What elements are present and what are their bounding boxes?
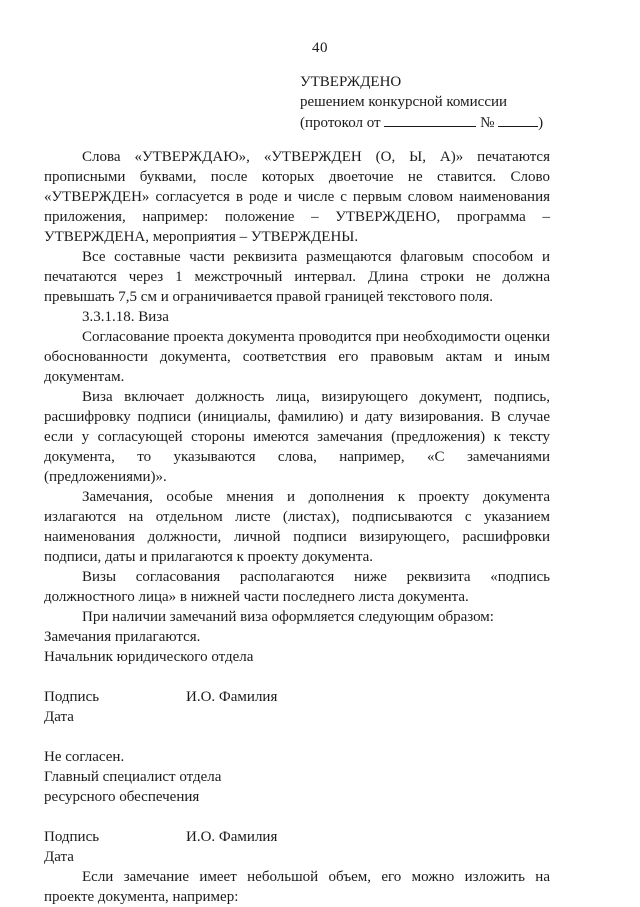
visa-example-2 (44, 747, 550, 867)
approval-protocol-line (300, 112, 580, 133)
example1-position: Начальник юридического отдела (44, 649, 254, 665)
protocol-number-sign: № (476, 115, 499, 131)
paragraph-remarks: Замечания, особые мнения и дополнения к проекту документа излагаются на отдельном листе (листах), подписываются с указанием наименования должности, личной подписи визирующего, расшифровки подписи, даты и прилагаются к проекту документа. (44, 489, 550, 565)
page-number: 40 (312, 40, 328, 56)
paragraph-flag-layout: Все составные части реквизита размещаются флаговым способом и печатаются через 1 межстрочный интервал. Длина строки не должна превышать 7,5 см и ограничивается правой границей текстового поля. (44, 249, 550, 305)
paragraph-closing: Если замечание имеет небольшой объем, его можно изложить на проекте документа, например: (44, 869, 550, 905)
paragraph-visa-format: При наличии замечаний виза оформляется следующим образом: (82, 609, 494, 625)
example1-name: И.О. Фамилия (186, 689, 278, 705)
example2-position-line1: Главный специалист отдела (44, 769, 222, 785)
protocol-prefix: (протокол от (300, 115, 385, 131)
visa-example-1 (44, 627, 550, 727)
approval-decision: решением конкурсной комиссии (300, 94, 508, 110)
paragraph-visa-placement: Визы согласования располагаются ниже реквизита «подпись должностного лица» в нижней части последнего листа документа. (44, 569, 550, 605)
example2-name: И.О. Фамилия (186, 829, 278, 845)
protocol-date-blank (384, 112, 476, 127)
example1-date: Дата (44, 709, 74, 725)
paragraph-approval-purpose: Согласование проекта документа проводится при необходимости оценки обоснованности документа, соответствия его правовым актам и иным документам. (44, 329, 550, 385)
paragraph-approval-words: Слова «УТВЕРЖДАЮ», «УТВЕРЖДЕН (О, Ы, А)» печатаются прописными буквами, после которых двоеточие не ставится. Слово «УТВЕРЖДЕН» согласуется в роде и числе с первым словом наименования приложения, например: положение – УТВЕРЖДЕНО, программа – УТВЕРЖДЕНА, мероприятия – УТВЕРЖДЕНЫ. (44, 149, 550, 245)
approval-title: УТВЕРЖДЕНО (300, 74, 402, 90)
protocol-suffix: ) (538, 115, 544, 131)
example2-position-line2: ресурсного обеспечения (44, 789, 200, 805)
paragraph-visa-contents: Виза включает должность лица, визирующего документ, подпись, расшифровку подписи (инициалы, фамилию) и дату визирования. В случае если у согласующей стороны имеются замечания (предложения) к тексту документа, то указываются слова, например, «С замечаниями (предложениями)». (44, 389, 550, 485)
approval-stamp-block (300, 72, 580, 133)
example2-remark: Не согласен. (44, 749, 125, 765)
example1-signature-label: Подпись (44, 689, 100, 705)
example2-signature-label: Подпись (44, 829, 100, 845)
protocol-number-blank (498, 112, 538, 127)
document-body (44, 147, 550, 907)
example2-date: Дата (44, 849, 74, 865)
example2-signature-row (44, 827, 550, 847)
example1-remark: Замечания прилагаются. (44, 629, 201, 645)
section-heading-visa: 3.3.1.18. Виза (82, 309, 169, 325)
example1-signature-row (44, 687, 550, 707)
